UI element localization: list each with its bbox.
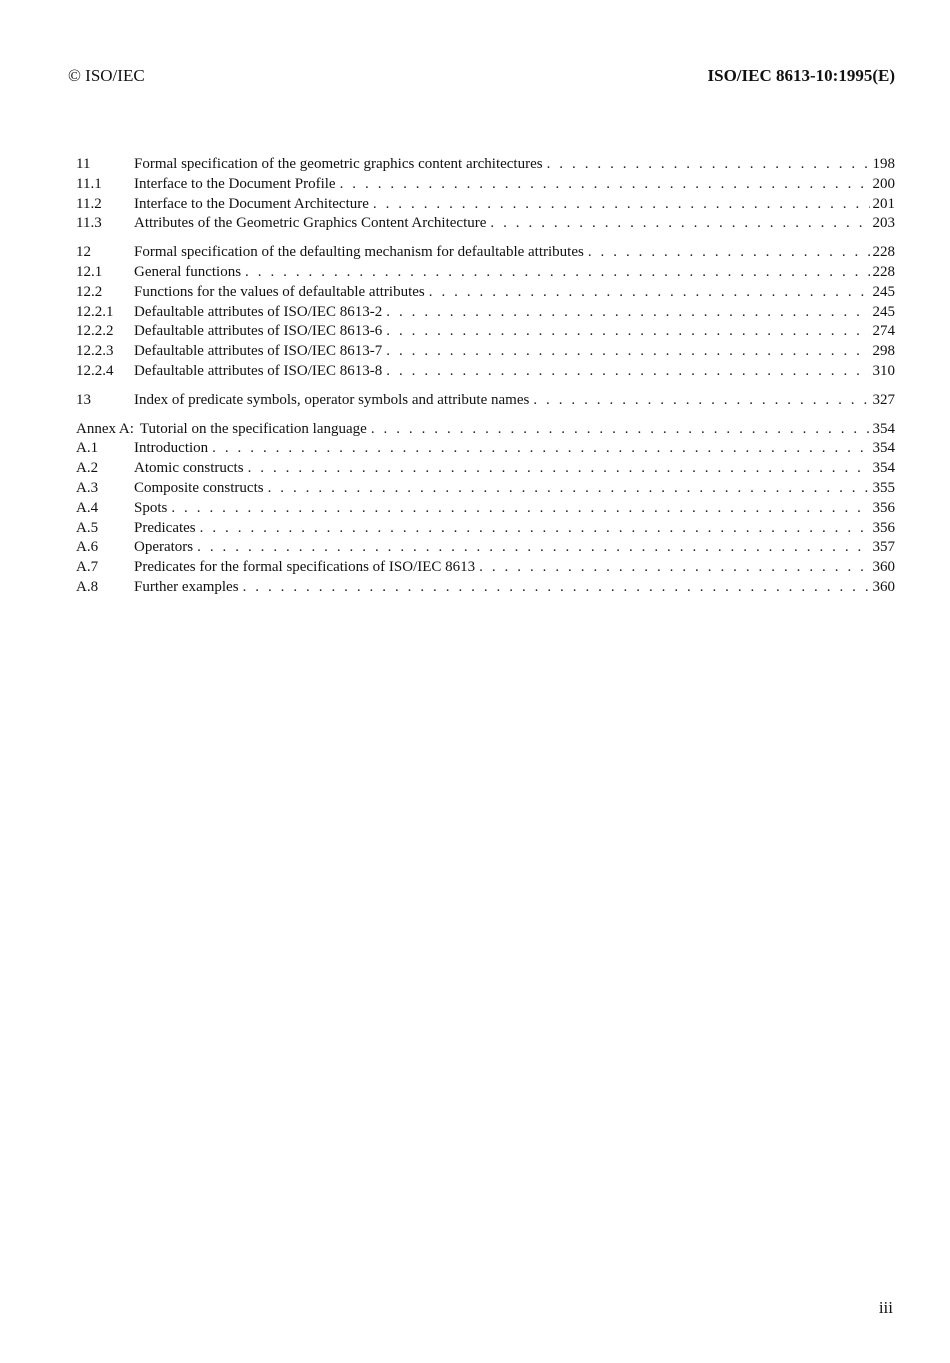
dot-leader [268, 479, 870, 499]
toc-entry-title: Operators [134, 539, 194, 556]
dot-leader [373, 195, 870, 215]
toc-entry-number: A.1 [76, 440, 99, 457]
dot-leader [248, 459, 870, 479]
dot-leader [533, 391, 869, 411]
toc-entry-page: 355 [872, 479, 895, 496]
toc-entry-page: 201 [872, 195, 895, 212]
toc-entry-number: 13 [76, 391, 91, 408]
toc-entry-title: Index of predicate symbols, operator symbols and attribute names [134, 391, 530, 408]
toc-entry-title: Defaultable attributes of ISO/IEC 8613-6 [134, 323, 383, 340]
toc-entry-title: Composite constructs [134, 479, 264, 496]
toc-annex-entry [76, 420, 895, 440]
toc-entry-number: 12.2 [76, 283, 103, 300]
dot-leader [243, 578, 870, 598]
toc-entry [76, 519, 895, 539]
toc-entry-page: 310 [872, 362, 895, 379]
toc-entry [76, 342, 895, 362]
toc-entry-number: 11.1 [76, 175, 102, 192]
dot-leader [588, 243, 870, 263]
toc-entry-page: 356 [872, 519, 895, 536]
toc-entry [76, 283, 895, 303]
toc-entry-title: Attributes of the Geometric Graphics Content Architecture [134, 215, 487, 232]
toc-entry-page: 354 [872, 440, 895, 457]
toc-entry-number: 12 [76, 244, 91, 261]
dot-leader [200, 519, 870, 539]
toc-entry-number: 11 [76, 156, 91, 172]
toc-entry-page: 228 [872, 263, 895, 280]
toc-entry-title: Formal specification of the defaulting mechanism for defaultable attributes [134, 244, 584, 261]
dot-leader [197, 538, 869, 558]
toc-entry-title: Predicates for the formal specifications of ISO/IEC 8613 [134, 559, 476, 576]
toc-entry [76, 439, 895, 459]
toc-entry-title: Defaultable attributes of ISO/IEC 8613-8 [134, 362, 383, 379]
annex-title: Tutorial on the specification language [139, 420, 367, 437]
toc-entry [76, 391, 895, 411]
toc-entry [76, 538, 895, 558]
toc-entry-page: 357 [872, 539, 895, 556]
toc-entry-number: 11.2 [76, 195, 102, 212]
toc-entry-page: 327 [872, 391, 895, 408]
toc-entry [76, 175, 895, 195]
toc-entry-title: Formal specification of the geometric graphics content architectures [134, 156, 543, 172]
toc-entry [76, 303, 895, 323]
toc-entry [76, 214, 895, 234]
toc-entry-number: 12.1 [76, 263, 103, 280]
toc-entry-page: 274 [872, 323, 895, 340]
dot-leader [371, 420, 870, 440]
toc-entry-page: 228 [872, 244, 895, 261]
toc-entry-title: Introduction [134, 440, 209, 457]
dot-leader [429, 283, 870, 303]
table-of-contents [76, 155, 895, 598]
dot-leader [212, 439, 869, 459]
toc-entry-page: 356 [872, 499, 895, 516]
dot-leader [386, 303, 869, 323]
header-standard-id: ISO/IEC 8613-10:1995(E) [707, 66, 895, 85]
toc-entry-number: A.4 [76, 499, 99, 516]
toc-entry [76, 322, 895, 342]
toc-entry-page: 360 [872, 578, 895, 595]
toc-entry-title: Spots [134, 499, 168, 516]
toc-entry-title: Predicates [134, 519, 196, 536]
toc-entry-page: 298 [872, 343, 895, 360]
toc-entry [76, 195, 895, 215]
toc-entry-page: 198 [872, 156, 895, 172]
dot-leader [386, 342, 869, 362]
toc-entry-number: A.5 [76, 519, 99, 536]
dot-leader [547, 155, 870, 175]
toc-entry-number: 12.2.3 [76, 343, 114, 360]
toc-entry-title: Further examples [134, 578, 239, 595]
dot-leader [245, 263, 869, 283]
toc-entry [76, 155, 895, 175]
toc-entry-page: 360 [872, 559, 895, 576]
toc-entry [76, 499, 895, 519]
toc-entry-number: A.2 [76, 460, 99, 477]
dot-leader [171, 499, 869, 519]
toc-entry-number: 12.2.1 [76, 303, 114, 320]
toc-entry-page: 200 [872, 175, 895, 192]
toc-entry-number: A.6 [76, 539, 99, 556]
toc-entry-title: Atomic constructs [134, 460, 244, 477]
toc-entry [76, 459, 895, 479]
toc-entry-title: Defaultable attributes of ISO/IEC 8613-7 [134, 343, 383, 360]
dot-leader [490, 214, 869, 234]
toc-entry-page: 245 [872, 283, 895, 300]
toc-entry-number: 12.2.4 [76, 362, 114, 379]
toc-entry-title: Defaultable attributes of ISO/IEC 8613-2 [134, 303, 383, 320]
dot-leader [479, 558, 869, 578]
toc-entry-number: 11.3 [76, 215, 102, 232]
annex-label: Annex A: [76, 420, 134, 437]
toc-entry [76, 558, 895, 578]
dot-leader [386, 362, 869, 382]
toc-entry [76, 362, 895, 382]
toc-entry-page: 245 [872, 303, 895, 320]
toc-entry-title: General functions [134, 263, 242, 280]
toc-entry [76, 479, 895, 499]
header-copyright: © ISO/IEC [68, 66, 145, 85]
toc-entry [76, 263, 895, 283]
annex-page: 354 [872, 420, 895, 437]
toc-entry-title: Interface to the Document Profile [134, 175, 336, 192]
dot-leader [386, 322, 869, 342]
toc-entry [76, 243, 895, 263]
dot-leader [340, 175, 870, 195]
toc-entry-title: Functions for the values of defaultable attributes [134, 283, 425, 300]
toc-entry-number: A.7 [76, 559, 99, 576]
toc-entry-number: 12.2.2 [76, 323, 114, 340]
toc-entry-number: A.8 [76, 578, 99, 595]
page-number: iii [878, 1298, 893, 1317]
toc-entry-page: 203 [872, 215, 895, 232]
toc-entry-number: A.3 [76, 479, 99, 496]
toc-entry [76, 578, 895, 598]
toc-entry-title: Interface to the Document Architecture [134, 195, 369, 212]
toc-entry-page: 354 [872, 460, 895, 477]
